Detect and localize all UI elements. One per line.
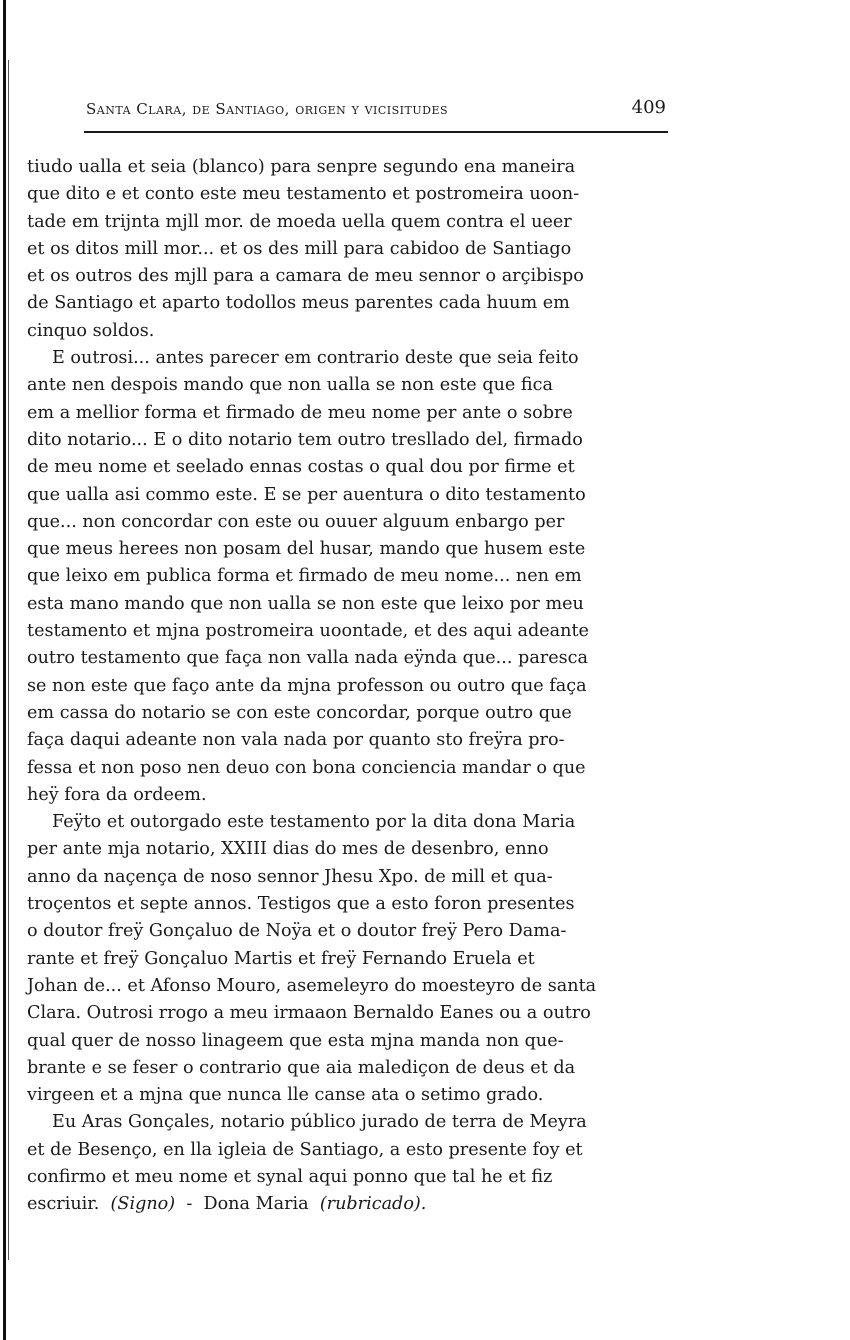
text-line: anno da naçença de noso sennor Jhesu Xpo. de mill et qua- bbox=[27, 866, 553, 887]
running-title: Santa Clara, de Santiago, origen y vicisitudes bbox=[86, 100, 449, 118]
text-line: E outrosi... antes parecer em contrario deste que seia feito bbox=[52, 348, 579, 369]
text-line: tade em trijnta mjll mor. de moeda uella quem contra el ueer bbox=[27, 211, 572, 232]
text-line: de Santiago et aparto todollos meus parentes cada huum em bbox=[27, 293, 570, 314]
dash: - bbox=[186, 1194, 193, 1215]
signatory-name: Dona Maria bbox=[203, 1194, 309, 1215]
body-text bbox=[27, 154, 667, 1219]
text-line: que... non concordar con este ou ouuer alguum enbargo per bbox=[27, 511, 565, 532]
signo-note: (Signo) bbox=[110, 1194, 176, 1215]
text-line: esta mano mando que non ualla se non este que leixo por meu bbox=[27, 593, 584, 614]
text-line: Feÿto et outorgado este testamento por la dita dona Maria bbox=[52, 812, 576, 833]
paragraph bbox=[27, 154, 667, 345]
text-line: et os outros des mjll para a camara de meu sennor o arçibispo bbox=[27, 266, 584, 287]
text-line: se non este que faço ante da mjna professon ou outro que faça bbox=[27, 675, 587, 696]
text-line: cinquo soldos. bbox=[27, 320, 155, 341]
closing-line bbox=[27, 1191, 667, 1218]
text-line: ante nen despois mando que non ualla se non este que fica bbox=[27, 375, 553, 396]
text-line: confirmo et meu nome et synal aqui ponno que tal he et fiz bbox=[27, 1166, 553, 1187]
text-line: Johan de... et Afonso Mouro, asemeleyro do moesteyro de santa bbox=[27, 975, 597, 996]
page-header bbox=[86, 97, 666, 130]
book-binding-edge bbox=[0, 0, 14, 1340]
text-line: heÿ fora da ordeem. bbox=[27, 784, 207, 805]
text-line: em cassa do notario se con este concordar, porque outro que bbox=[27, 702, 572, 723]
text-line: faça daqui adeante non vala nada por quanto sto freÿra pro- bbox=[27, 730, 565, 751]
text-line: que meus herees non posam del husar, mando que husem este bbox=[27, 539, 586, 560]
text-line: Eu Aras Gonçales, notario público jurado de terra de Meyra bbox=[52, 1112, 587, 1133]
binding-shadow bbox=[3, 0, 6, 1340]
text-line: o doutor freÿ Gonçaluo de Noÿa et o doutor freÿ Pero Dama- bbox=[27, 921, 567, 942]
text-line: que leixo em publica forma et firmado de meu nome... nen em bbox=[27, 566, 582, 587]
page-number: 409 bbox=[631, 97, 666, 118]
text-line: qual quer de nosso linageem que esta mjna manda non que- bbox=[27, 1030, 564, 1051]
text-line: outro testamento que faça non valla nada eÿnda que... paresca bbox=[27, 648, 588, 669]
text-line: troçentos et septe annos. Testigos que a esto foron presentes bbox=[27, 894, 575, 915]
text-line: et os ditos mill mor... et os des mill para cabidoo de Santiago bbox=[27, 238, 572, 259]
text-line: que ualla asi commo este. E se per auentura o dito testamento bbox=[27, 484, 586, 505]
paragraph bbox=[27, 1109, 667, 1218]
paragraph bbox=[27, 809, 667, 1109]
text-line: et de Besenço, en lla igleia de Santiago, a esto presente foy et bbox=[27, 1139, 583, 1160]
text-line: tiudo ualla et seia (blanco) para senpre segundo ena maneira bbox=[27, 157, 576, 177]
text-line: dito notario... E o dito notario tem outro tresllado del, firmado bbox=[27, 429, 583, 450]
text-line: per ante mja notario, XXIII dias do mes de desenbro, enno bbox=[27, 839, 549, 860]
text-line: rante et freÿ Gonçaluo Martis et freÿ Fernando Eruela et bbox=[27, 948, 535, 969]
text-fragment: escriuir. bbox=[27, 1194, 100, 1215]
text-line: que dito e et conto este meu testamento et postromeira uoon- bbox=[27, 184, 580, 205]
header-rule bbox=[84, 131, 668, 133]
text-line: de meu nome et seelado ennas costas o qual dou por firme et bbox=[27, 457, 575, 478]
text-line: em a mellior forma et firmado de meu nome per ante o sobre bbox=[27, 402, 573, 423]
text-line: Clara. Outrosi rrogo a meu irmaaon Bernaldo Eanes ou a outro bbox=[27, 1003, 591, 1024]
text-line: testamento et mjna postromeira uoontade, et des aqui adeante bbox=[27, 621, 589, 642]
text-line: fessa et non poso nen deuo con bona conciencia mandar o que bbox=[27, 757, 586, 778]
text-line: brante e se feser o contrario que aia malediçon de deus et da bbox=[27, 1057, 576, 1078]
text-line: virgeen et a mjna que nunca lle canse ata o setimo grado. bbox=[27, 1085, 544, 1106]
binding-line bbox=[8, 60, 9, 1260]
paragraph bbox=[27, 345, 667, 809]
rubricado-note: (rubricado). bbox=[319, 1194, 427, 1215]
